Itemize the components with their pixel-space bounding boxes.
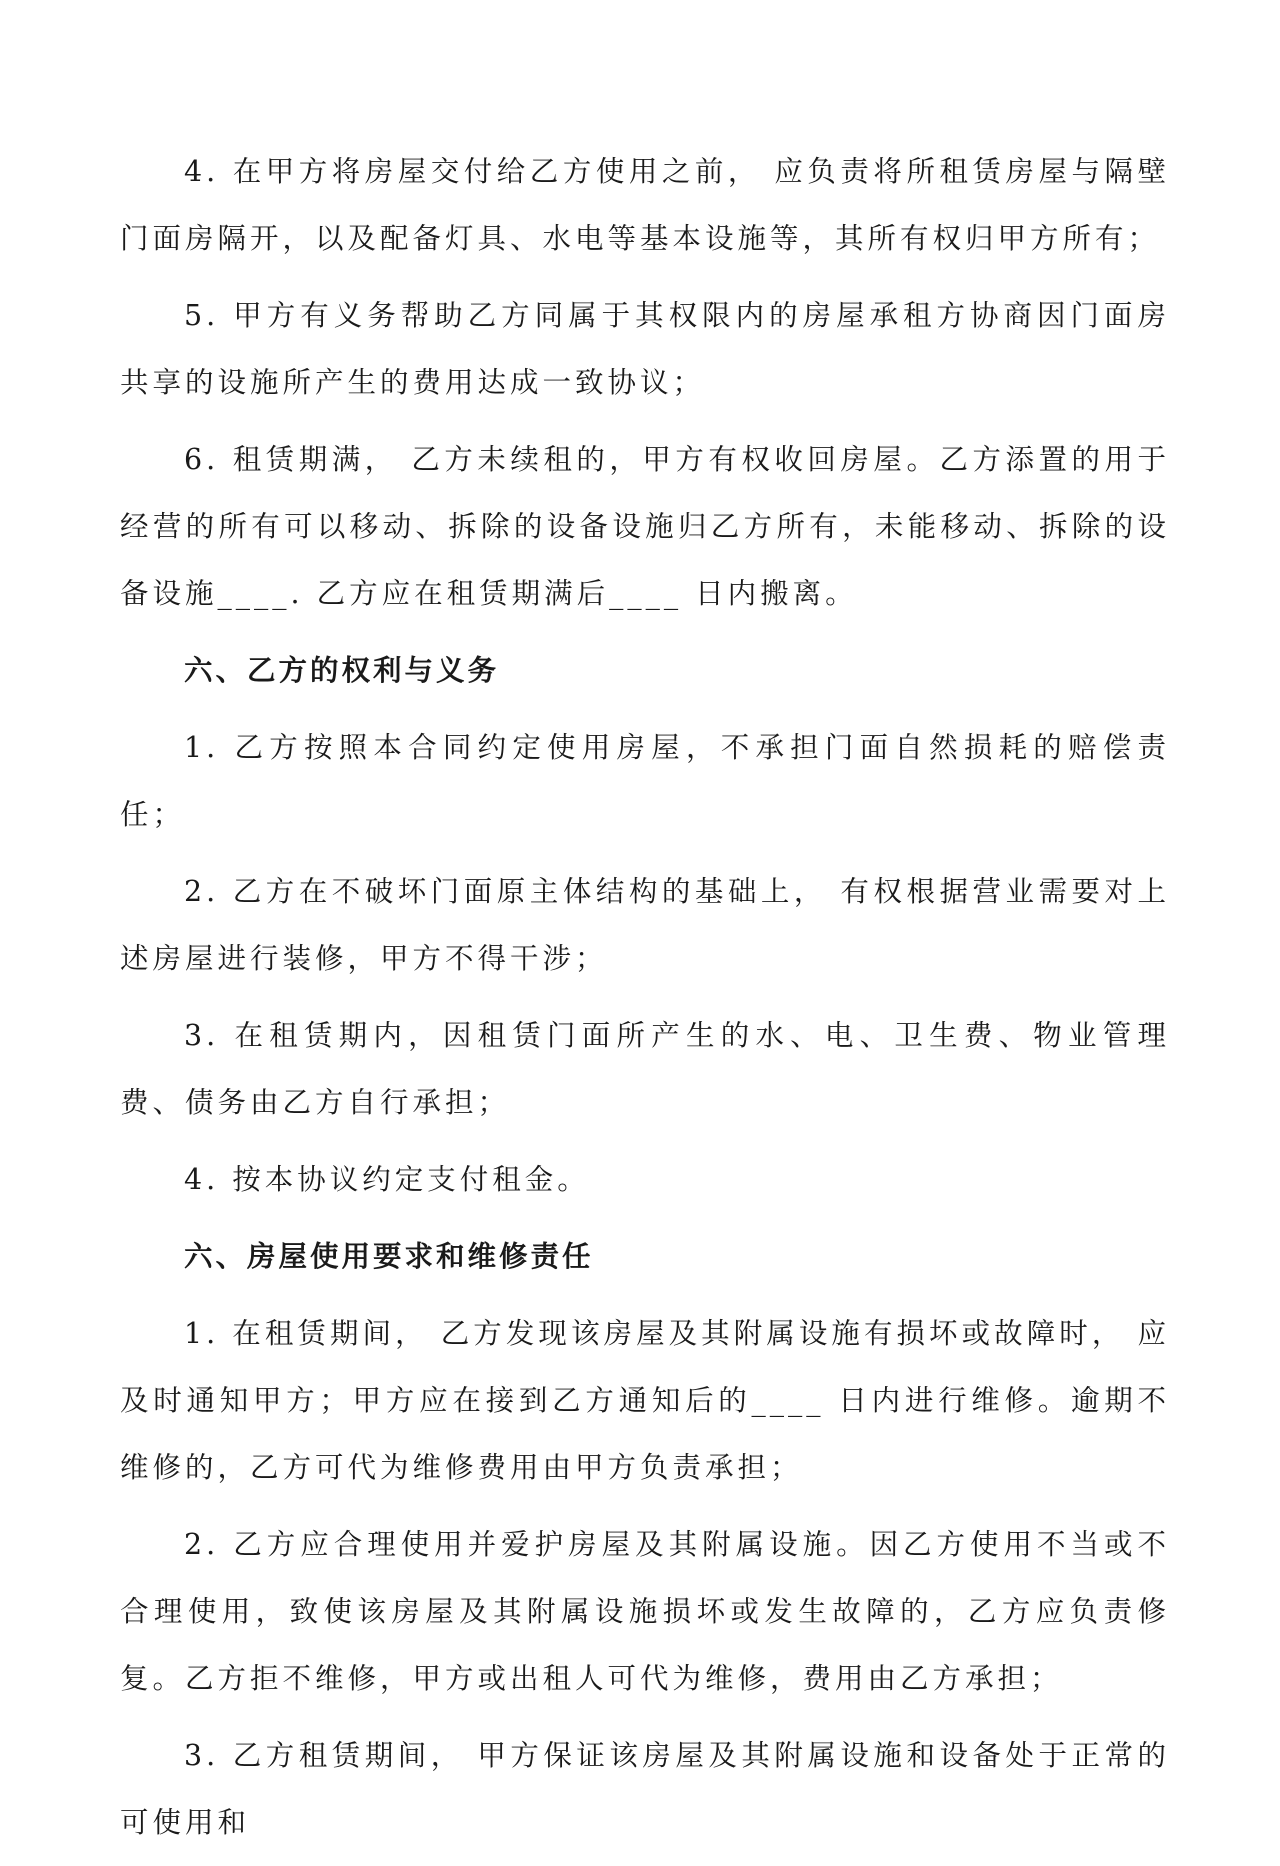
tenant-item-1-usage: 1. 乙方按照本合同约定使用房屋，不承担门面自然损耗的赔偿责任； <box>120 731 1170 831</box>
repair-item-3-guarantee: 3. 乙方租赁期间， 甲方保证该房屋及其附属设施和设备处于正常的可使用和 <box>120 1739 1170 1839</box>
clause-item-6-lease-expiry: 6. 租赁期满， 乙方未续租的，甲方有权收回房屋。乙方添置的用于经营的所有可以移动、拆除的设备设施归乙方所有，未能移动、拆除的设备设施____. 乙方应在租赁期满后____ 日内搬离。 <box>120 443 1170 610</box>
section-heading-repair: 六、房屋使用要求和维修责任 <box>184 1239 594 1273</box>
repair-item-2-proper-use: 2. 乙方应合理使用并爱护房屋及其附属设施。因乙方使用不当或不合理使用，致使该房屋及其附属设施损坏或发生故障的，乙方应负责修复。乙方拒不维修，甲方或出租人可代为维修，费用由乙方承担； <box>120 1528 1170 1695</box>
document-page <box>120 138 1170 1866</box>
repair-item-1-notify: 1. 在租赁期间， 乙方发现该房屋及其附属设施有损坏或故障时， 应及时通知甲方；甲方应在接到乙方通知后的____ 日内进行维修。逾期不维修的，乙方可代为维修费用由甲方负责承担； <box>120 1317 1170 1484</box>
tenant-item-3-expenses: 3. 在租赁期内，因租赁门面所产生的水、电、卫生费、物业管理费、债务由乙方自行承担； <box>120 1019 1170 1119</box>
tenant-item-4-rent: 4. 按本协议约定支付租金。 <box>184 1163 590 1196</box>
tenant-item-2-renovation: 2. 乙方在不破坏门面原主体结构的基础上， 有权根据营业需要对上述房屋进行装修，甲方不得干涉； <box>120 875 1170 975</box>
section-heading-tenant-rights: 六、乙方的权利与义务 <box>184 653 500 687</box>
clause-item-5-shared-facilities: 5. 甲方有义务帮助乙方同属于其权限内的房屋承租方协商因门面房共享的设施所产生的费用达成一致协议； <box>120 299 1170 399</box>
clause-item-4-delivery: 4. 在甲方将房屋交付给乙方使用之前， 应负责将所租赁房屋与隔壁门面房隔开，以及配备灯具、水电等基本设施等，其所有权归甲方所有； <box>120 155 1170 255</box>
